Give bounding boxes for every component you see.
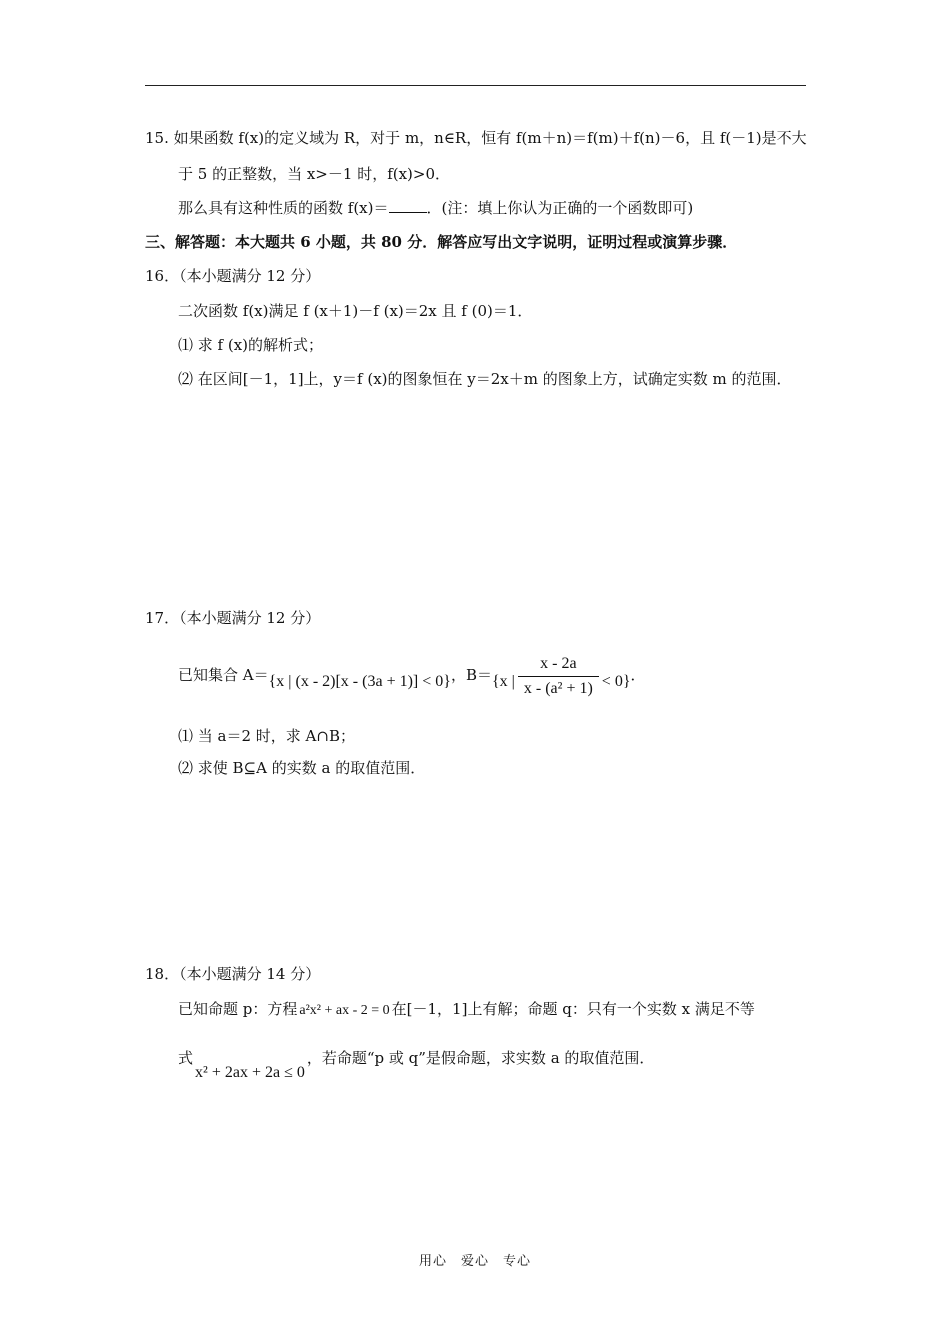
q18-line1-text-b: 在[－1，1]上有解；命题 q：只有一个实数 x 满足不等 [391, 1000, 755, 1018]
q17-part2: ⑵ 求使 B⊆A 的实数 a 的取值范围． [178, 759, 426, 777]
page-footer: 用心 爱心 专心 [418, 1254, 531, 1269]
set-b-close: < 0} [601, 673, 631, 690]
q17-period: ． [630, 666, 646, 684]
section-heading: 三、解答题：本大题共 6 小题，共 80 分．解答应写出文字说明，证明过程或演算步骤． [145, 233, 738, 251]
q16-stem: 二次函数 f(x)满足 f (x＋1)－f (x)＝2x 且 f (0)＝1． [178, 302, 533, 320]
q16-header: 16．（本小题满分 12 分） [145, 267, 321, 285]
q18-line1-text-a: 已知命题 p：方程 [178, 1000, 298, 1018]
q17-stem-text: 已知集合 A＝ [178, 666, 269, 684]
fraction-numerator: x - 2a [518, 654, 599, 677]
q15-line1: 15. 如果函数 f(x)的定义域为 R，对于 m，n∈R，恒有 f(m＋n)＝f(m)＋f(n)－6，且 f(－1)是不大 [145, 129, 807, 147]
q15-line3 [178, 198, 693, 218]
fraction-denominator: x - (a² + 1) [523, 679, 593, 697]
q17-comma: ， [450, 666, 466, 684]
q18-header: 18．（本小题满分 14 分） [145, 965, 321, 983]
set-b-label: B＝ [465, 666, 492, 684]
answer-blank[interactable] [389, 198, 427, 213]
q18-line2-text-b: ，若命题“p 或 q”是假命题，求实数 a 的取值范围． [306, 1049, 655, 1067]
inequality-q: x² + 2ax + 2a ≤ 0 [195, 1064, 305, 1081]
set-b-open: {x | [492, 673, 515, 690]
q15-line2: 于 5 的正整数，当 x>－1 时，f(x)>0． [178, 165, 451, 183]
q18-line2-text-a: 式 [178, 1049, 194, 1067]
q17-stem [178, 652, 646, 702]
equation-p: a²x² + ax - 2 = 0 [299, 1003, 390, 1018]
q17-part1: ⑴ 当 a＝2 时，求 A∩B； [178, 727, 355, 745]
q16-part2: ⑵ 在区间[－1，1]上，y＝f (x)的图象恒在 y＝2x＋m 的图象上方，试确定实数 m 的范围． [178, 370, 792, 388]
q15-line3-text: 那么具有这种性质的函数 f(x)＝ [178, 199, 389, 217]
set-b-fraction [518, 654, 599, 699]
q18-line2 [178, 1048, 654, 1088]
set-a-expression: {x | (x - 2)[x - (3a + 1)] < 0} [268, 673, 451, 690]
q15-line3-note: ．(注：填上你认为正确的一个函数即可) [426, 199, 694, 217]
q18-line1 [178, 999, 755, 1021]
q17-header: 17．（本小题满分 12 分） [145, 609, 321, 627]
header-rule [145, 85, 806, 86]
q16-part1: ⑴ 求 f (x)的解析式； [178, 336, 324, 354]
